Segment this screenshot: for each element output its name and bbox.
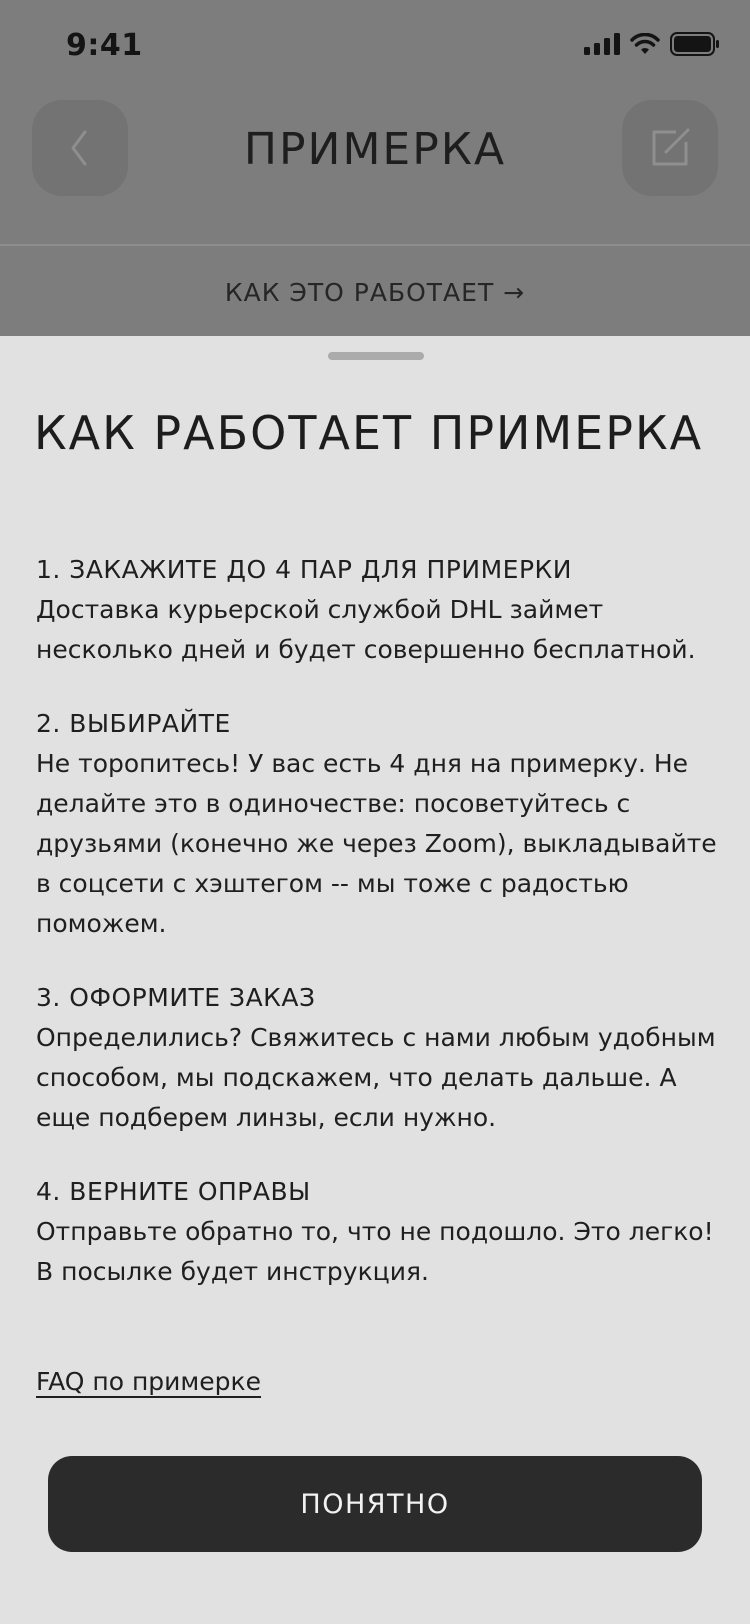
status-bar bbox=[0, 0, 750, 90]
wifi-icon bbox=[630, 33, 660, 55]
nav-header bbox=[0, 100, 750, 200]
step-item bbox=[36, 978, 726, 1138]
background-screen bbox=[0, 0, 750, 336]
step-item bbox=[36, 550, 726, 670]
bottom-sheet bbox=[0, 336, 750, 1624]
status-icons bbox=[584, 32, 720, 56]
edit-icon bbox=[648, 126, 692, 170]
step-title: 2. ВЫБИРАЙТЕ bbox=[36, 709, 231, 738]
status-time: 9:41 bbox=[66, 28, 143, 63]
step-description: Отправьте обратно то, что не подошло. Это легко! В посылке будет инструкция. bbox=[36, 1217, 714, 1286]
step-description: Не торопитесь! У вас есть 4 дня на примерку. Не делайте это в одиночестве: посоветуйтесь с друзьями (конечно же через Zoom), выкладывайте в соцсети с хэштегом -- мы тоже с радостью поможем. bbox=[36, 749, 717, 938]
step-title: 1. ЗАКАЖИТЕ ДО 4 ПАР ДЛЯ ПРИМЕРКИ bbox=[36, 555, 572, 584]
step-description: Доставка курьерской службой DHL займет несколько дней и будет совершенно бесплатной. bbox=[36, 595, 696, 664]
header-divider bbox=[0, 244, 750, 246]
steps-list bbox=[36, 550, 726, 1326]
step-item bbox=[36, 704, 726, 944]
step-title: 3. ОФОРМИТЕ ЗАКАЗ bbox=[36, 983, 316, 1012]
step-item bbox=[36, 1172, 726, 1292]
cellular-signal-icon bbox=[584, 33, 620, 55]
step-title: 4. ВЕРНИТЕ ОПРАВЫ bbox=[36, 1177, 311, 1206]
how-it-works-link[interactable]: КАК ЭТО РАБОТАЕТ → bbox=[224, 278, 526, 307]
sheet-grabber-handle[interactable] bbox=[328, 352, 424, 360]
edit-button[interactable] bbox=[622, 100, 718, 196]
step-description: Определились? Свяжитесь с нами любым удобным способом, мы подскажем, что делать дальше. А еще подберем линзы, если нужно. bbox=[36, 1023, 716, 1132]
battery-icon bbox=[670, 32, 720, 56]
understood-button[interactable]: ПОНЯТНО bbox=[48, 1456, 702, 1552]
faq-link[interactable]: FAQ по примерке bbox=[36, 1367, 262, 1396]
sheet-title: КАК РАБОТАЕТ ПРИМЕРКА bbox=[34, 406, 704, 460]
page-title: ПРИМЕРКА bbox=[243, 124, 507, 175]
